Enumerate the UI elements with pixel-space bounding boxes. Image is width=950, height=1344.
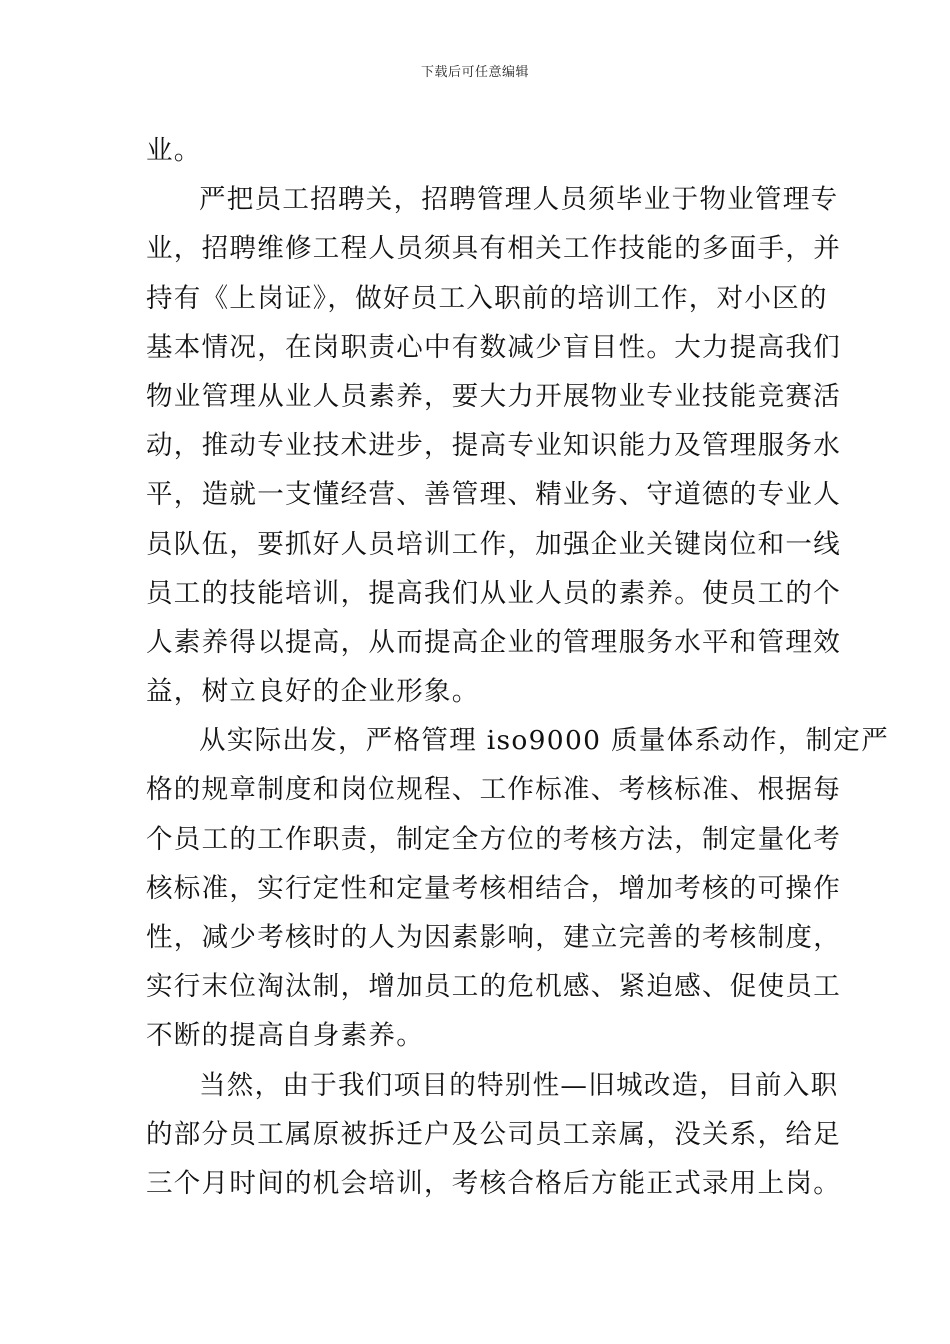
paragraph-3 xyxy=(146,716,890,1060)
text-line: 三个月时间的机会培训，考核合格后方能正式录用上岗。 xyxy=(146,1167,841,1199)
text-line: 不断的提高自身素养。 xyxy=(146,1020,424,1052)
text-line: 基本情况，在岗职责心中有数减少盲目性。大力提高我们 xyxy=(146,331,841,363)
text-line: 动，推动专业技术进步，提高专业知识能力及管理服务水 xyxy=(146,430,841,462)
text-line: 格的规章制度和岗位规程、工作标准、考核标准、根据每 xyxy=(146,774,841,806)
document-body xyxy=(146,126,890,1208)
text-line: 平，造就一支懂经营、善管理、精业务、守道德的专业人 xyxy=(146,479,841,511)
text-line: 员工的技能培训，提高我们从业人员的素养。使员工的个 xyxy=(146,577,841,609)
text-line: 从实际出发，严格管理 iso9000 质量体系动作，制定严 xyxy=(199,725,890,757)
text-line: 核标准，实行定性和定量考核相结合，增加考核的可操作 xyxy=(146,872,841,904)
text-line: 性，减少考核时的人为因素影响，建立完善的考核制度， xyxy=(146,922,841,953)
text-line: 益，树立良好的企业形象。 xyxy=(146,676,480,708)
text-line: 物业管理从业人员素养，要大力开展物业专业技能竞赛活 xyxy=(146,380,841,412)
text-line: 当然，由于我们项目的特别性—旧城改造，目前入职 xyxy=(199,1069,839,1101)
text-line: 严把员工招聘关，招聘管理人员须毕业于物业管理专 xyxy=(199,184,839,216)
paragraph-4 xyxy=(146,1061,841,1209)
text-line: 人素养得以提高，从而提高企业的管理服务水平和管理效 xyxy=(146,626,841,658)
paragraph-1 xyxy=(146,126,806,175)
text-line: 持有《上岗证》，做好员工入职前的培训工作，对小区的 xyxy=(146,282,828,314)
paragraph-2 xyxy=(146,175,841,716)
text-line: 业，招聘维修工程人员须具有相关工作技能的多面手，并 xyxy=(146,233,841,265)
text-line: 实行末位淘汰制，增加员工的危机感、紧迫感、促使员工 xyxy=(146,971,841,1003)
page-header: 下载后可任意编辑 xyxy=(420,65,529,80)
text-line: 业。 xyxy=(146,135,202,166)
text-line: 的部分员工属原被拆迁户及公司员工亲属，没关系，给足 xyxy=(146,1118,841,1150)
text-line: 员队伍，要抓好人员培训工作，加强企业关键岗位和一线 xyxy=(146,528,841,560)
text-line: 个员工的工作职责，制定全方位的考核方法，制定量化考 xyxy=(146,823,841,855)
